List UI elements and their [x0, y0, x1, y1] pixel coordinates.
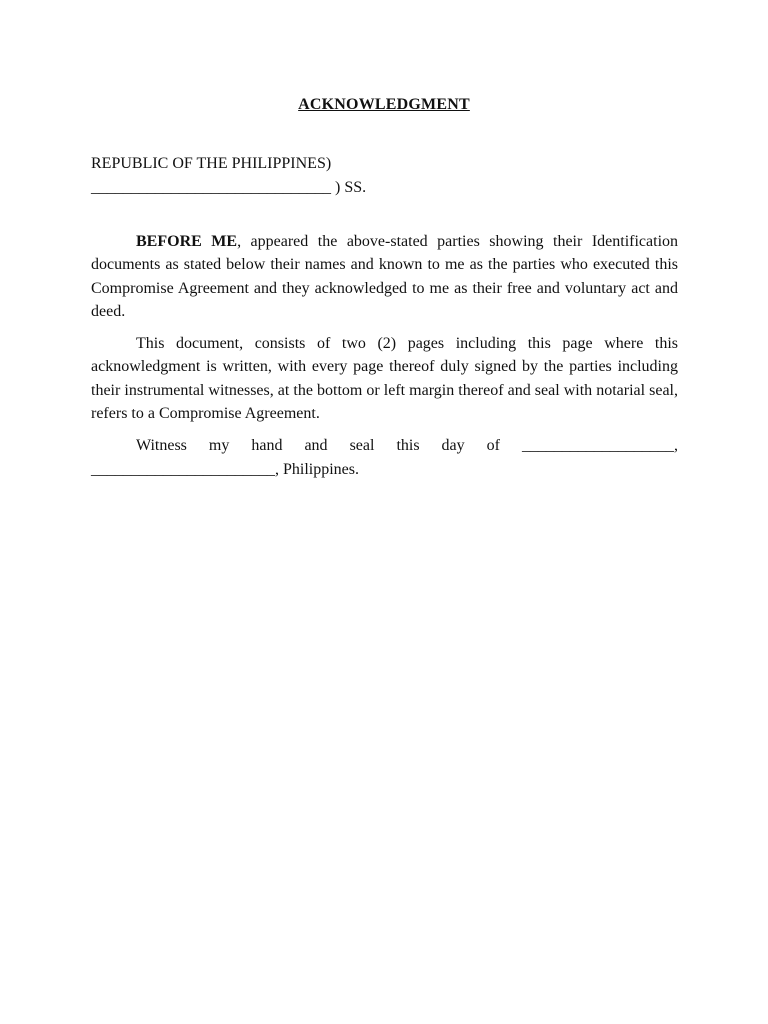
venue-city-line: [91, 176, 691, 200]
acknowledgment-body: [91, 230, 678, 490]
witness-place-blank: _______________________: [91, 460, 275, 478]
venue-block: [91, 152, 691, 200]
witness-suffix: , Philippines.: [275, 460, 360, 478]
document-title: ACKNOWLEDGMENT: [298, 96, 470, 113]
paragraph-document-pages: This document, consists of two (2) pages including this page where this acknowledgment is written, with every page thereof duly signed by the parties including their instrumental witnesses, at the bottom or left margin thereof and seal with notarial seal, refers to a Compromise Agreement.: [91, 335, 678, 423]
venue-ss: ) SS.: [331, 179, 367, 196]
paragraph-witness: [91, 434, 678, 481]
witness-text: Witness my hand and seal this day of ___________________,: [136, 437, 678, 455]
paragraph-before-me: [91, 230, 678, 323]
venue-blank: ______________________________: [91, 179, 331, 196]
paragraph-before-me-text: , appeared the above-stated parties showing their Identification documents as stated below their names and known to me as the parties who executed this Compromise Agreement and they acknowledged to me as their free and voluntary act and deed.: [91, 233, 679, 320]
before-me-label: BEFORE ME: [136, 233, 238, 250]
venue-country-line: REPUBLIC OF THE PHILIPPINES): [91, 155, 332, 172]
